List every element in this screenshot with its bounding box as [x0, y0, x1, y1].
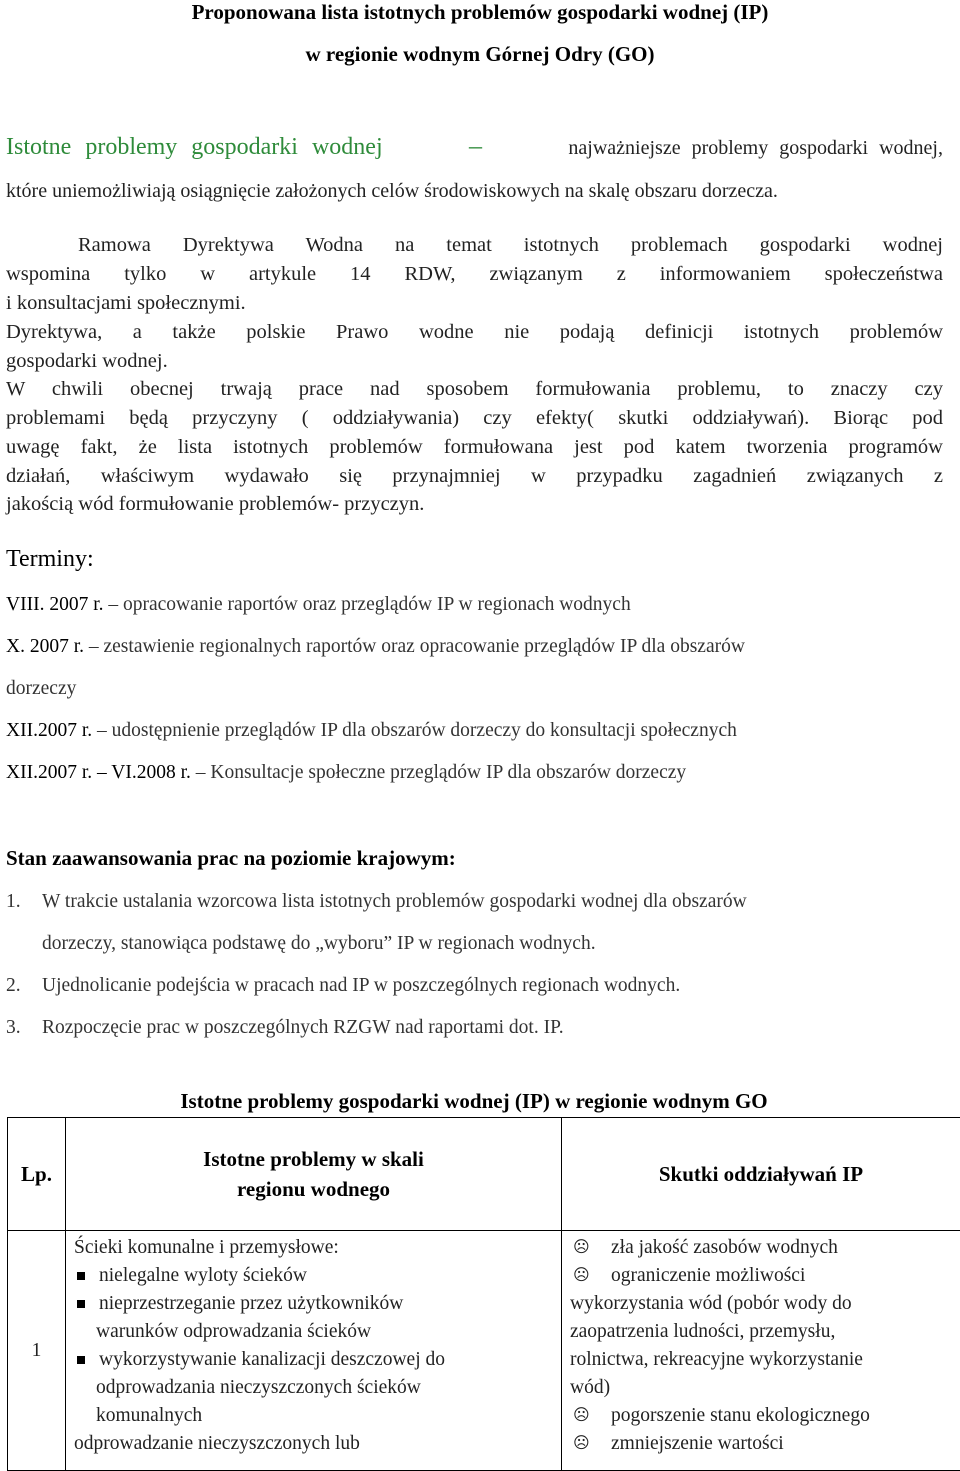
- page-title-line1: Proponowana lista istotnych problemów gospodarki wodnej (IP): [0, 0, 960, 25]
- terminy-item: [6, 720, 737, 742]
- paragraph-line: i konsultacjami społecznymi.: [6, 289, 246, 318]
- problems-intro: Ścieki komunalne i przemysłowe:: [74, 1234, 561, 1262]
- paragraph-line: jakością wód formułowanie problemów- przyczyn.: [6, 490, 424, 519]
- effect-text-cont: rolnictwa, rekreacyjne wykorzystanie: [570, 1346, 960, 1374]
- frown-face-icon: ☹: [573, 1234, 593, 1262]
- status-item-number: 1.: [6, 891, 21, 913]
- status-item-text: Rozpoczęcie prac w poszczególnych RZGW nad raportami dot. IP.: [42, 1017, 564, 1039]
- paragraph-line: uwagę fakt, że lista istotnych problemów formułowana jest pod katem tworzenia programów: [6, 433, 943, 462]
- terminy-date: X. 2007 r.: [6, 636, 84, 657]
- terminy-item: [6, 678, 76, 700]
- paragraph-line: problemami będą przyczyny ( oddziaływania) czy efekty( skutki oddziaływań). Biorąc pod: [6, 404, 943, 433]
- definition-text-line2: które uniemożliwiają osiągnięcie założonych celów środowiskowych na skalę obszaru dorzecza.: [6, 180, 778, 203]
- paragraph-line: W chwili obecnej trwają prace nad sposobem formułowania problemu, to znaczy czy: [6, 375, 943, 404]
- effect-text: zmniejszenie wartości: [611, 1430, 784, 1458]
- bullet-text: wykorzystywanie kanalizacji deszczowej do: [99, 1346, 445, 1374]
- effect-text-cont: wód): [570, 1374, 960, 1402]
- paragraph-line: Dyrektywa, a także polskie Prawo wodne nie podają definicji istotnych problemów: [6, 318, 943, 347]
- header-lp: Lp.: [8, 1118, 66, 1231]
- table-row: [8, 1231, 960, 1471]
- terminy-heading: Terminy:: [6, 546, 94, 573]
- row-problems: [66, 1231, 562, 1471]
- header-problems: [66, 1118, 562, 1231]
- definition-text: najważniejsze problemy gospodarki wodnej,: [568, 137, 943, 160]
- page-title-line2: w regionie wodnym Górnej Odry (GO): [0, 42, 960, 67]
- status-item-number: 3.: [6, 1017, 21, 1039]
- terminy-text: – opracowanie raportów oraz przeglądów IP w regionach wodnych: [108, 594, 630, 615]
- terminy-date: VIII. 2007 r.: [6, 594, 103, 615]
- terminy-date: XII.2007 r.: [6, 720, 92, 741]
- definition-line1: [6, 131, 943, 161]
- effect-item: [570, 1234, 960, 1262]
- terminy-text: dorzeczy: [6, 678, 76, 699]
- header-effects: Skutki oddziaływań IP: [562, 1118, 960, 1231]
- effect-text: pogorszenie stanu ekologicznego: [611, 1402, 870, 1430]
- frown-face-icon: ☹: [573, 1402, 593, 1430]
- status-item-number: 2.: [6, 975, 21, 997]
- definition-dash: –: [469, 131, 482, 161]
- paragraph-line: działań, właściwym wydawało się przynajmniej w przypadku zagadnień związanych z: [6, 462, 943, 491]
- bullet-text-cont: warunków odprowadzania ścieków: [74, 1318, 561, 1346]
- effect-text-cont: zaopatrzenia ludności, przemysłu,: [570, 1318, 960, 1346]
- terminy-text: – zestawienie regionalnych raportów oraz opracowanie przeglądów IP dla obszarów: [89, 636, 745, 657]
- row-lp: 1: [8, 1231, 66, 1471]
- square-bullet-icon: [77, 1300, 85, 1308]
- effect-item: [570, 1402, 960, 1430]
- frown-face-icon: ☹: [573, 1262, 593, 1290]
- terminy-text: – Konsultacje społeczne przeglądów IP dla obszarów dorzeczy: [196, 762, 686, 783]
- terminy-item: [6, 636, 745, 658]
- effect-text: zła jakość zasobów wodnych: [611, 1234, 838, 1262]
- terminy-item: [6, 594, 631, 616]
- status-item-text: W trakcie ustalania wzorcowa lista istotnych problemów gospodarki wodnej dla obszarów: [42, 891, 747, 913]
- status-heading: Stan zaawansowania prac na poziomie krajowym:: [6, 846, 456, 871]
- effect-item: [570, 1430, 960, 1458]
- paragraph-line: gospodarki wodnej.: [6, 347, 168, 376]
- table-caption: Istotne problemy gospodarki wodnej (IP) w regionie wodnym GO: [0, 1089, 948, 1114]
- bullet-text: nieprzestrzeganie przez użytkowników: [99, 1290, 403, 1318]
- status-item-text: Ujednolicanie podejścia w pracach nad IP w poszczególnych regionach wodnych.: [42, 975, 680, 997]
- effect-item: [570, 1262, 960, 1290]
- effect-text: ograniczenie możliwości: [611, 1262, 805, 1290]
- problems-tail: odprowadzanie nieczyszczonych lub: [74, 1430, 561, 1458]
- header-problems-line2: regionu wodnego: [66, 1174, 561, 1204]
- terminy-date: XII.2007 r. – VI.2008 r.: [6, 762, 191, 783]
- bullet-text: nielegalne wyloty ścieków: [99, 1262, 307, 1290]
- list-item: [74, 1346, 561, 1374]
- bullet-text-cont: komunalnych: [74, 1402, 561, 1430]
- list-item: [74, 1290, 561, 1318]
- paragraph-line: Ramowa Dyrektywa Wodna na temat istotnych problemach gospodarki wodnej: [78, 231, 943, 260]
- definition-term: Istotne problemy gospodarki wodnej: [6, 134, 383, 161]
- list-item: [74, 1262, 561, 1290]
- problems-table: [7, 1117, 960, 1471]
- terminy-item: [6, 762, 686, 784]
- bullet-text-cont: odprowadzania nieczyszczonych ścieków: [74, 1374, 561, 1402]
- effect-text-cont: wykorzystania wód (pobór wody do: [570, 1290, 960, 1318]
- terminy-text: – udostępnienie przeglądów IP dla obszarów dorzeczy do konsultacji społecznych: [97, 720, 737, 741]
- square-bullet-icon: [77, 1272, 85, 1280]
- status-item-text: dorzeczy, stanowiąca podstawę do „wyboru” IP w regionach wodnych.: [42, 933, 596, 955]
- square-bullet-icon: [77, 1356, 85, 1364]
- paragraph-line: wspomina tylko w artykule 14 RDW, związanym z informowaniem społeczeństwa: [6, 260, 943, 289]
- header-problems-line1: Istotne problemy w skali: [66, 1144, 561, 1174]
- row-effects: [562, 1231, 960, 1471]
- frown-face-icon: ☹: [573, 1430, 593, 1458]
- table-header-row: [8, 1118, 960, 1231]
